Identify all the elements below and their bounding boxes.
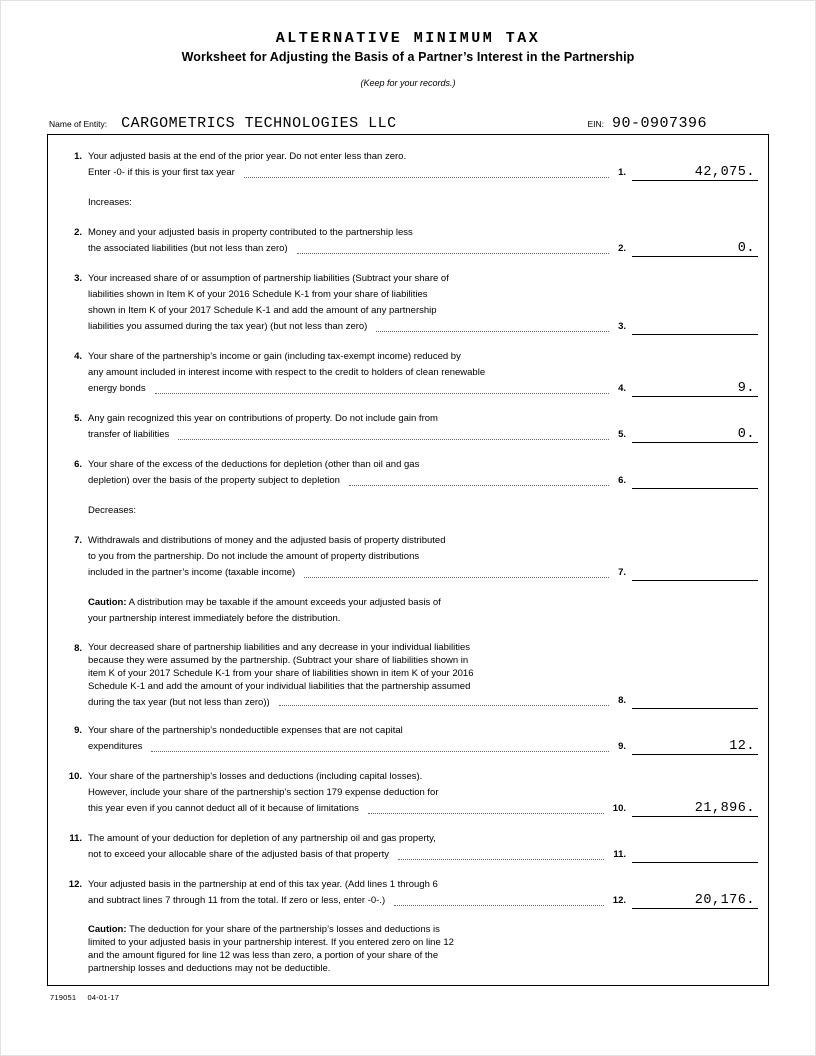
- line-9-amount-field[interactable]: [632, 739, 758, 755]
- dotted-leader: [279, 705, 609, 706]
- entity-name-label: Name of Entity:: [49, 119, 108, 129]
- entity-row: [49, 115, 769, 132]
- caution-label: Caution:: [88, 597, 127, 608]
- caution-text: The deduction for your share of the partnership’s losses and deductions is: [129, 924, 440, 935]
- item-text-line: liabilities you assumed during the tax year) (but not less than zero): [88, 321, 368, 332]
- ein-value[interactable]: 90-0907396: [611, 115, 707, 132]
- footer-revision-date: 04-01-17: [87, 993, 120, 1002]
- caution-text-line: [88, 923, 758, 936]
- line-12-amount-value: 20,176.: [694, 893, 755, 908]
- item-text-line: Your decreased share of partnership liabilities and any decrease in your individual liabilities: [88, 642, 470, 653]
- line-4-amount-value: 9.: [737, 381, 755, 396]
- ein-label: EIN:: [587, 119, 604, 129]
- item-line-ref: 9.: [618, 741, 626, 752]
- caution-text-line: your partnership interest immediately before the distribution.: [88, 613, 341, 624]
- item-text-line: not to exceed your allocable share of the adjusted basis of that property: [88, 849, 390, 860]
- item-last-line: [88, 165, 758, 181]
- worksheet-item-6: [60, 457, 758, 489]
- worksheet-item-3: [60, 271, 758, 335]
- worksheet-item-12: [60, 877, 758, 909]
- caution-text-line: partnership losses and deductions may not be deductible.: [88, 963, 331, 974]
- item-line-ref: 5.: [618, 429, 626, 440]
- entity-name-value[interactable]: CARGOMETRICS TECHNOLOGIES LLC: [121, 115, 397, 132]
- item-text-line: the associated liabilities (but not less than zero): [88, 243, 288, 254]
- item-number: 5.: [74, 413, 82, 424]
- item-text-block: [88, 411, 758, 443]
- item-text-line: Your share of the partnership’s income or gain (including tax-exempt income) reduced by: [88, 351, 461, 362]
- item-number: 8.: [74, 643, 82, 654]
- item-text-line: transfer of liabilities: [88, 429, 170, 440]
- item-text-block: [88, 769, 758, 817]
- item-last-line: [88, 319, 758, 335]
- line-6-amount-field[interactable]: [632, 484, 758, 489]
- caution-text-line: and the amount figured for line 12 was less than zero, a portion of your share of the: [88, 950, 439, 961]
- item-number: 7.: [74, 535, 82, 546]
- worksheet-item-1: [60, 149, 758, 181]
- form-footer: [50, 993, 815, 1002]
- item-text-line: depletion) over the basis of the property subject to depletion: [88, 475, 340, 486]
- worksheet-item-11: [60, 831, 758, 863]
- item-line-ref: 3.: [618, 321, 626, 332]
- worksheet-item-5: [60, 411, 758, 443]
- item-last-line: [88, 473, 758, 489]
- dotted-leader: [349, 485, 609, 486]
- item-text-line: liabilities shown in Item K of your 2016 Schedule K-1 from your share of liabilities: [88, 289, 428, 300]
- form-header: [1, 1, 815, 88]
- item-text-line: Your adjusted basis at the end of the prior year. Do not enter less than zero.: [88, 151, 407, 162]
- item-text-line: during the tax year (but not less than zero)): [88, 697, 270, 708]
- dotted-leader: [244, 177, 609, 178]
- item-number: 4.: [74, 351, 82, 362]
- item-text-block: [88, 723, 758, 755]
- item-number: 10.: [68, 771, 82, 782]
- item-text-block: [88, 349, 758, 397]
- item-text-line: to you from the partnership. Do not include the amount of property distributions: [88, 551, 420, 562]
- worksheet-item-8: [60, 641, 758, 709]
- item-line-ref: 7.: [618, 567, 626, 578]
- dotted-leader: [398, 859, 604, 860]
- item-text-line: included in the partner’s income (taxable income): [88, 567, 296, 578]
- line-3-amount-value: [632, 330, 758, 334]
- item-text-block: [88, 641, 758, 709]
- line-8-amount-field[interactable]: [632, 704, 758, 709]
- dotted-leader: [394, 905, 604, 906]
- item-line-ref: 6.: [618, 475, 626, 486]
- dotted-leader: [376, 331, 609, 332]
- line-1-amount-value: 42,075.: [694, 165, 755, 180]
- item-text-block: [88, 457, 758, 489]
- line-4-amount-field[interactable]: [632, 381, 758, 397]
- line-3-amount-field[interactable]: [632, 330, 758, 335]
- item-last-line: [88, 739, 758, 755]
- item-text-block: [88, 225, 758, 257]
- dotted-leader: [297, 253, 609, 254]
- item-text-block: [88, 831, 758, 863]
- line-9-amount-value: 12.: [729, 739, 755, 754]
- dotted-leader: [178, 439, 609, 440]
- line-11-amount-value: [632, 858, 758, 862]
- item-text-line: Your share of the partnership’s nondeductible expenses that are not capital: [88, 725, 403, 736]
- dotted-leader: [304, 577, 609, 578]
- form-note: (Keep for your records.): [360, 78, 456, 88]
- item-line-ref: 12.: [612, 895, 626, 906]
- item-text-line: Your share of the excess of the deductions for depletion (other than oil and gas: [88, 459, 420, 470]
- item-number: 1.: [74, 151, 82, 162]
- item-last-line: [88, 381, 758, 397]
- caution-label: Caution:: [88, 924, 127, 935]
- item-text-line: Schedule K-1 and add the amount of your individual liabilities that the partnership assumed: [88, 681, 471, 692]
- item-text-line: However, include your share of the partnership’s section 179 expense deduction for: [88, 787, 439, 798]
- worksheet-item-2: [60, 225, 758, 257]
- item-text-line: Money and your adjusted basis in property contributed to the partnership less: [88, 227, 413, 238]
- worksheet-item-9: [60, 723, 758, 755]
- worksheet-body: [47, 134, 769, 986]
- form-subtitle: Worksheet for Adjusting the Basis of a Partner’s Interest in the Partnership: [181, 50, 635, 64]
- item-last-line: [88, 801, 758, 817]
- item-text-line: Your share of the partnership’s losses and deductions (including capital losses).: [88, 771, 423, 782]
- line-5-amount-value: 0.: [737, 427, 755, 442]
- item-last-line: [88, 241, 758, 257]
- item-last-line: [88, 427, 758, 443]
- section-heading: Decreases:: [88, 505, 137, 516]
- line-1-amount-field[interactable]: [632, 165, 758, 181]
- line-7-amount-value: [632, 576, 758, 580]
- line-10-amount-field[interactable]: [632, 801, 758, 817]
- item-text-block: [88, 533, 758, 581]
- item-text-line: expenditures: [88, 741, 143, 752]
- dotted-leader: [368, 813, 604, 814]
- caution-text-line: [88, 595, 758, 611]
- item-last-line: [88, 893, 758, 909]
- item-text-line: Your increased share of or assumption of partnership liabilities (Subtract your share of: [88, 273, 449, 284]
- item-text-line: shown in Item K of your 2017 Schedule K-1 and add the amount of any partnership: [88, 305, 437, 316]
- line-7-amount-field[interactable]: [632, 576, 758, 581]
- item-text-line: The amount of your deduction for depletion of any partnership oil and gas property,: [88, 833, 436, 844]
- item-last-line: [88, 847, 758, 863]
- item-number: 6.: [74, 459, 82, 470]
- item-line-ref: 2.: [618, 243, 626, 254]
- section-heading: Increases:: [88, 197, 132, 208]
- item-line-ref: 8.: [618, 695, 626, 706]
- caution-note: [88, 595, 758, 627]
- line-10-amount-value: 21,896.: [694, 801, 755, 816]
- item-text-line: and subtract lines 7 through 11 from the total. If zero or less, enter -0-.): [88, 895, 386, 906]
- item-line-ref: 11.: [613, 849, 626, 860]
- worksheet-item-7: [60, 533, 758, 581]
- line-5-amount-field[interactable]: [632, 427, 758, 443]
- item-line-ref: 4.: [618, 383, 626, 394]
- item-number: 2.: [74, 227, 82, 238]
- item-number: 12.: [68, 879, 82, 890]
- item-text-line: this year even if you cannot deduct all of it because of limitations: [88, 803, 359, 814]
- item-text-line: because they were assumed by the partnership. (Subtract your share of liabilities shown in: [88, 655, 469, 666]
- item-text-line: Withdrawals and distributions of money and the adjusted basis of property distributed: [88, 535, 446, 546]
- item-text-block: [88, 271, 758, 335]
- item-last-line: [88, 565, 758, 581]
- item-line-ref: 1.: [618, 167, 626, 178]
- caution-text-line: limited to your adjusted basis in your partnership interest. If you entered zero on line 12: [88, 937, 454, 948]
- form-title: ALTERNATIVE MINIMUM TAX: [275, 30, 541, 47]
- line-11-amount-field[interactable]: [632, 858, 758, 863]
- caution-note: [88, 923, 758, 975]
- item-number: 11.: [69, 833, 82, 844]
- item-text-line: any amount included in interest income with respect to the credit to holders of clean renewable: [88, 367, 486, 378]
- item-number: 9.: [74, 725, 82, 736]
- item-number: 3.: [74, 273, 82, 284]
- item-text-line: energy bonds: [88, 383, 146, 394]
- item-text-line: Enter -0- if this is your first tax year: [88, 167, 235, 178]
- item-text-line: Your adjusted basis in the partnership at end of this tax year. (Add lines 1 through 6: [88, 879, 438, 890]
- caution-text: A distribution may be taxable if the amount exceeds your adjusted basis of: [128, 597, 441, 608]
- line-8-amount-value: [632, 704, 758, 708]
- dotted-leader: [155, 393, 609, 394]
- item-line-ref: 10.: [612, 803, 626, 814]
- item-text-line: item K of your 2017 Schedule K-1 from your share of liabilities shown in item K of your 2016: [88, 668, 474, 679]
- worksheet-item-10: [60, 769, 758, 817]
- line-2-amount-field[interactable]: [632, 241, 758, 257]
- item-text-block: [88, 149, 758, 181]
- worksheet-item-4: [60, 349, 758, 397]
- dotted-leader: [151, 751, 609, 752]
- line-2-amount-value: 0.: [737, 241, 755, 256]
- line-12-amount-field[interactable]: [632, 893, 758, 909]
- item-last-line: [88, 693, 758, 709]
- item-text-line: Any gain recognized this year on contributions of property. Do not include gain from: [88, 413, 438, 424]
- item-text-block: [88, 877, 758, 909]
- line-6-amount-value: [632, 484, 758, 488]
- footer-form-code: 719051: [50, 993, 77, 1002]
